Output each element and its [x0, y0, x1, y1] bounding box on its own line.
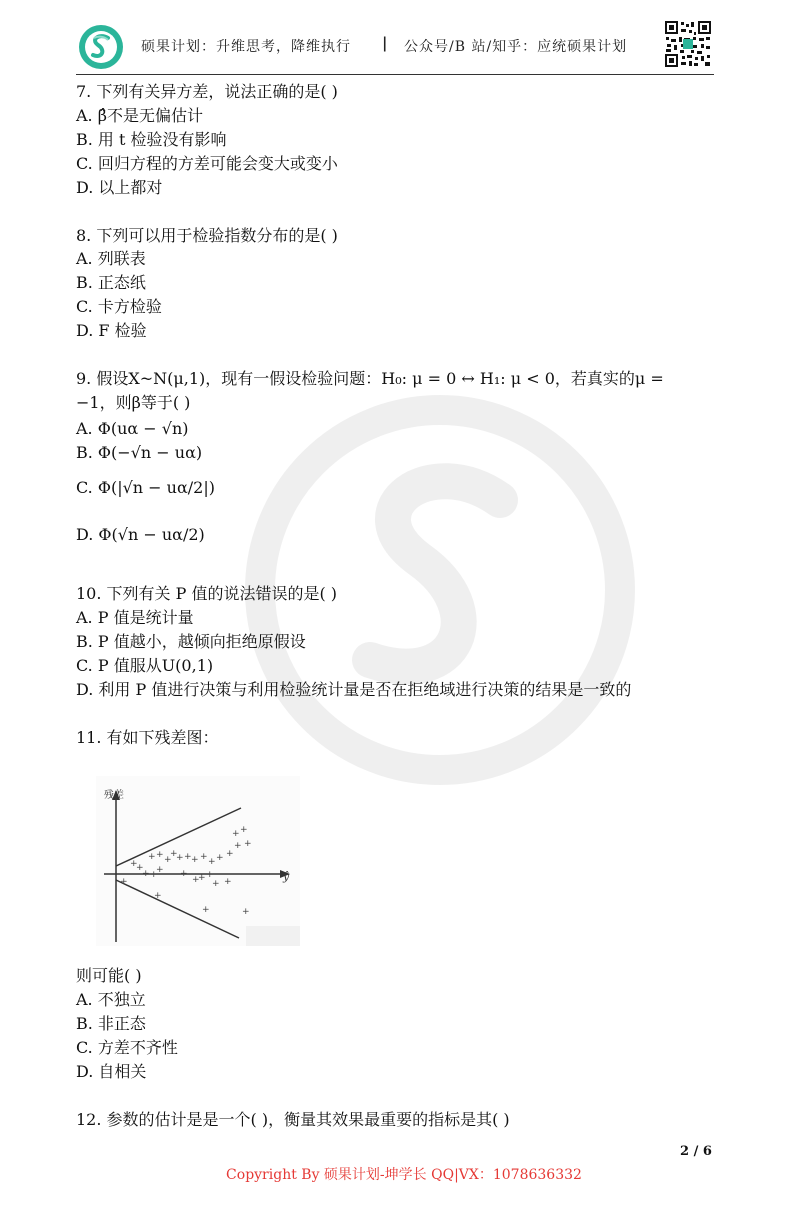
- residual-point: +: [164, 855, 172, 865]
- residual-point: +: [176, 853, 184, 863]
- question-9-option-c: C. Φ(|√n − uα/2|): [76, 478, 215, 497]
- question-7-option-d: D. 以上都对: [76, 178, 163, 197]
- residual-point: +: [184, 852, 192, 862]
- question-7-stem: 7. 下列有关异方差，说法正确的是( ): [76, 82, 338, 101]
- residual-point: +: [242, 907, 250, 917]
- question-9-option-b: B. Φ(−√n − uα): [76, 443, 203, 462]
- question-8-option-c: C. 卡方检验: [76, 297, 162, 316]
- question-8-stem: 8. 下列可以用于检验指数分布的是( ): [76, 226, 338, 245]
- residual-point: +: [198, 873, 206, 883]
- residual-point: +: [234, 841, 242, 851]
- question-8-option-a: A. 列联表: [76, 249, 146, 268]
- residual-point: +: [170, 849, 178, 859]
- page-number: 2 / 6: [680, 1144, 712, 1159]
- question-10-option-c: C. P 值服从U(0,1): [76, 656, 214, 675]
- question-9-option-d: D. Φ(√n − uα/2): [76, 525, 205, 544]
- residual-point: +: [226, 849, 234, 859]
- residual-point: +: [150, 870, 158, 880]
- question-10-option-d: D. 利用 P 值进行决策与利用检验统计量是否在拒绝域进行决策的结果是一致的: [76, 680, 632, 699]
- question-7-option-a: A. β̂不是无偏估计: [76, 106, 203, 125]
- brand-logo-icon: [78, 24, 124, 70]
- question-7-option-c: C. 回归方程的方差可能会变大或变小: [76, 154, 338, 173]
- header-separator: |: [382, 34, 388, 52]
- residual-point: +: [212, 879, 220, 889]
- question-9-option-a: A. Φ(uα − √n): [76, 419, 189, 438]
- question-11-option-a: A. 不独立: [76, 990, 146, 1009]
- residual-point: +: [180, 869, 188, 879]
- residual-point: +: [216, 853, 224, 863]
- qr-code-icon: [664, 20, 712, 68]
- residual-point: +: [206, 870, 214, 880]
- residual-point: +: [208, 857, 216, 867]
- question-10-option-b: B. P 值越小，越倾向拒绝原假设: [76, 632, 306, 651]
- residual-point: +: [224, 877, 232, 887]
- fitted-axis-label: ŷ: [283, 870, 290, 883]
- residual-point: +: [148, 852, 156, 862]
- question-10-option-a: A. P 值是统计量: [76, 608, 194, 627]
- question-12-stem: 12. 参数的估计是是一个( )，衡量其效果最重要的指标是其( ): [76, 1110, 510, 1129]
- residual-point: +: [136, 863, 144, 873]
- question-7-option-b: B. 用 t 检验没有影响: [76, 130, 227, 149]
- residual-point: +: [244, 839, 252, 849]
- question-11-option-d: D. 自相关: [76, 1062, 147, 1081]
- question-11-stem: 11. 有如下残差图：: [76, 728, 219, 747]
- question-9-stem-line1: 9. 假设X~N(μ,1)，现有一假设检验问题：H₀: μ = 0 ↔ H₁: μ < 0，若真实的μ =: [76, 369, 664, 388]
- residual-plot: [96, 776, 300, 946]
- copyright-footer: Copyright By 硕果计划-坤学长 QQ|VX：1078636332: [226, 1167, 582, 1183]
- residual-point: +: [156, 850, 164, 860]
- residual-point: +: [200, 852, 208, 862]
- residual-point: +: [154, 891, 162, 901]
- header-divider: [76, 74, 714, 75]
- question-10-stem: 10. 下列有关 P 值的说法错误的是( ): [76, 584, 338, 603]
- residual-point: +: [232, 829, 240, 839]
- question-11-option-b: B. 非正态: [76, 1014, 146, 1033]
- question-11-then: 则可能( ): [76, 966, 142, 985]
- residual-point: +: [142, 869, 150, 879]
- residual-axis-label: 残差: [104, 790, 124, 801]
- question-11-option-c: C. 方差不齐性: [76, 1038, 178, 1057]
- header-channels: 公众号/B 站/知乎：应统硕果计划: [404, 39, 628, 55]
- residual-point: +: [240, 825, 248, 835]
- residual-point: +: [130, 859, 138, 869]
- residual-point: +: [120, 877, 128, 887]
- residual-point: +: [202, 905, 210, 915]
- residual-point: +: [191, 855, 199, 865]
- residual-point: +: [156, 865, 164, 875]
- header-slogan: 硕果计划：升维思考，降维执行: [141, 39, 351, 55]
- residual-point: +: [192, 875, 200, 885]
- question-8-option-d: D. F 检验: [76, 321, 147, 340]
- question-8-option-b: B. 正态纸: [76, 273, 146, 292]
- page-header: [0, 0, 808, 76]
- question-9-stem-line2: −1，则β等于( ): [76, 393, 191, 412]
